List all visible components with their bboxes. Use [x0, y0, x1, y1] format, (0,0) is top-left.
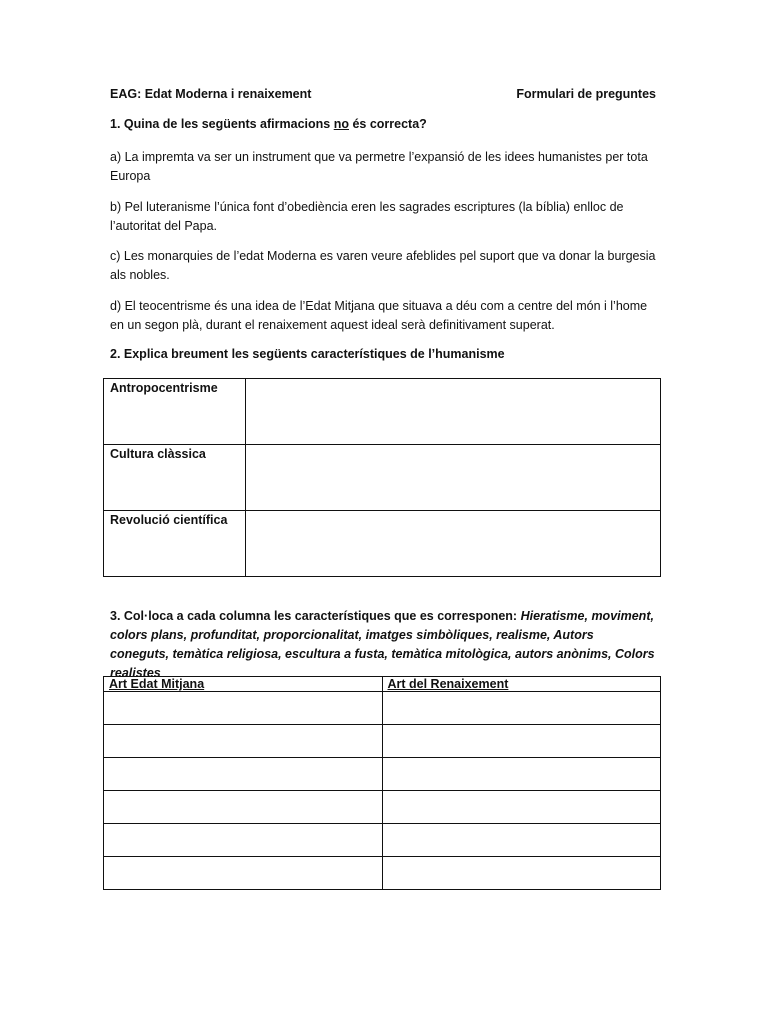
answer-cell[interactable]: [382, 758, 661, 791]
humanism-answer-cell[interactable]: [246, 445, 661, 511]
column-header-medieval-art: Art Edat Mitjana: [104, 677, 383, 692]
humanism-row-label: Antropocentrisme: [104, 379, 246, 445]
table-row: [104, 758, 661, 791]
humanism-answer-cell[interactable]: [246, 511, 661, 577]
question-3-prefix: 3. Col·loca a cada columna les característiques que es corresponen:: [110, 609, 521, 623]
art-classification-table: [103, 676, 661, 890]
answer-cell[interactable]: [382, 725, 661, 758]
question-1-prefix: 1. Quina de les següents afirmacions: [110, 117, 334, 131]
question-2-prompt: 2. Explica breument les següents característiques de l’humanisme: [110, 347, 505, 361]
question-1-option-d: d) El teocentrisme és una idea de l’Edat Mitjana que situava a déu com a centre del món i l’home en un segon plà, durant el renaixement aquest ideal serà definitivament superat.: [110, 299, 648, 332]
table-row: [104, 692, 661, 725]
table-row: [104, 857, 661, 890]
humanism-row-label: Revolució científica: [104, 511, 246, 577]
humanism-row-label: Cultura clàssica: [104, 445, 246, 511]
answer-cell[interactable]: [104, 725, 383, 758]
answer-cell[interactable]: [104, 857, 383, 890]
column-header-renaissance-art: Art del Renaixement: [382, 677, 661, 692]
table-row: [104, 379, 661, 445]
answer-cell[interactable]: [104, 692, 383, 725]
document-header: [110, 87, 656, 105]
document-title: EAG: Edat Moderna i renaixement: [110, 87, 312, 101]
humanism-table: [103, 378, 661, 577]
form-label: Formulari de preguntes: [516, 87, 656, 101]
answer-cell[interactable]: [382, 692, 661, 725]
table-row: [104, 445, 661, 511]
table-row: [104, 791, 661, 824]
answer-cell[interactable]: [104, 758, 383, 791]
answer-cell[interactable]: [382, 857, 661, 890]
humanism-answer-cell[interactable]: [246, 379, 661, 445]
question-1-option-b: b) Pel luteranisme l’única font d’obediència eren les sagrades escriptures (la bíblia) enlloc de l’autoritat del Papa.: [110, 200, 624, 233]
answer-cell[interactable]: [104, 791, 383, 824]
question-3-items: Hieratisme, moviment, colors plans, profunditat, proporcionalitat, imatges simbòliques, realisme, Autors coneguts, temàtica religiosa, escultura a fusta, temàtica mitològica, autors anònims, Colors realistes: [110, 609, 655, 680]
table-row: [104, 824, 661, 857]
table-header-row: [104, 677, 661, 692]
question-3-prompt: [110, 607, 656, 683]
answer-cell[interactable]: [382, 824, 661, 857]
question-1-option-a: a) La impremta va ser un instrument que va permetre l’expansió de les idees humanistes per tota Europa: [110, 150, 648, 183]
question-1-prompt: [110, 117, 427, 131]
table-row: [104, 511, 661, 577]
question-1-suffix: és correcta?: [348, 117, 427, 131]
answer-cell[interactable]: [104, 824, 383, 857]
answer-cell[interactable]: [382, 791, 661, 824]
table-row: [104, 725, 661, 758]
question-1-option-c: c) Les monarquies de l’edat Moderna es varen veure afeblides pel suport que va donar la burgesia als nobles.: [110, 249, 656, 282]
question-1-underlined-word: no: [333, 117, 349, 131]
